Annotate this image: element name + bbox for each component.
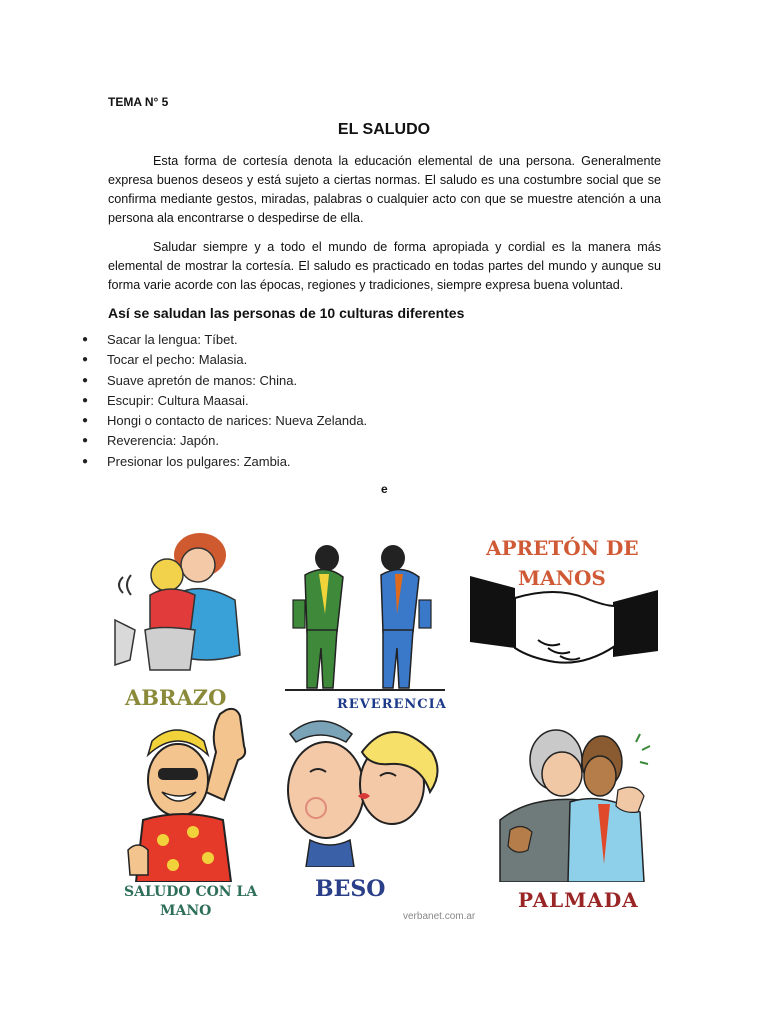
- panel-apreton: [468, 536, 660, 686]
- stray-letter: e: [381, 482, 388, 496]
- kiss-illustration: [280, 712, 445, 867]
- panel-reverencia: [275, 540, 455, 720]
- hug-illustration: [105, 525, 255, 685]
- pat-illustration: [470, 720, 660, 882]
- page-title: EL SALUDO: [337, 121, 431, 138]
- panel-abrazo: [105, 525, 255, 715]
- topic-number: TEMA N° 5: [108, 95, 169, 109]
- image-credit: verbanet.com.ar: [403, 911, 476, 922]
- paragraph-1: Esta forma de cortesía denota la educación elemental de una persona. Generalmente expresa buenos deseos y está sujeto a ciertas normas. El saludo es una costumbre social que se confirma mediante gestos, miradas, palabras o cualquier acto con que se muestre atención a una persona ala encontrarse o despedirse de ella.: [108, 154, 661, 225]
- list-item: ● Reverencia: Japón.: [80, 431, 367, 451]
- list-item: ● Escupir: Cultura Maasai.: [80, 391, 367, 411]
- panel-saludo: [118, 700, 268, 925]
- bow-illustration: [275, 540, 455, 695]
- wave-illustration: [118, 700, 268, 882]
- panel-palmada: [470, 720, 660, 920]
- list-item: ● Presionar los pulgares: Zambia.: [80, 452, 367, 472]
- saludo-label-line2: MANO: [160, 903, 212, 919]
- list-item: ● Sacar la lengua: Tíbet.: [80, 330, 367, 350]
- apreton-label-line2: MANOS: [518, 566, 606, 590]
- paragraph-2: Saludar siempre y a todo el mundo de forma apropiada y cordial es la manera más elemental de mostrar la cortesía. El saludo es practicado en todas partes del mundo y aunque su forma varie acorde con las épocas, regiones y tradiciones, siempre expresa buena voluntad.: [108, 240, 661, 292]
- abrazo-label: ABRAZO: [125, 685, 227, 710]
- palmada-label: PALMADA: [518, 888, 639, 912]
- list-item: ● Tocar el pecho: Malasia.: [80, 350, 367, 370]
- beso-label: BESO: [315, 876, 386, 902]
- greetings-list: [80, 330, 367, 472]
- saludo-label-line1: SALUDO CON LA: [124, 884, 258, 900]
- reverencia-label: REVERENCIA: [337, 697, 447, 712]
- apreton-label-line1: APRETÓN DE: [486, 536, 639, 560]
- list-item: ● Hongi o contacto de narices: Nueva Zelanda.: [80, 411, 367, 431]
- panel-beso: [280, 712, 445, 902]
- handshake-illustration: [468, 570, 660, 680]
- list-item: ● Suave apretón de manos: China.: [80, 371, 367, 391]
- section-subtitle: Así se saludan las personas de 10 culturas diferentes: [108, 305, 465, 321]
